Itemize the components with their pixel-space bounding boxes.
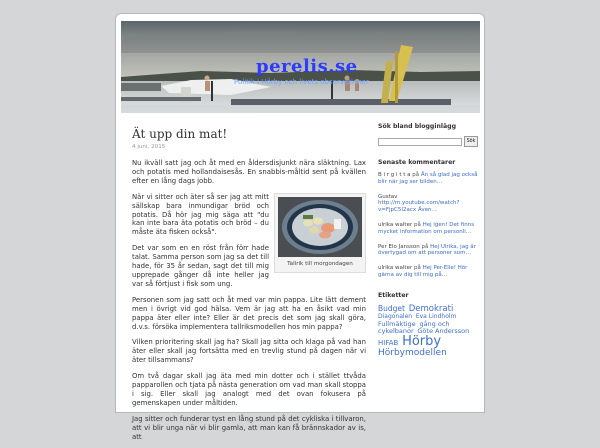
post-paragraph: Vilken prioritering skall jag ha? Skall jag sitta och klaga på vad han äter eller skall jag fortsätta med en trevlig stund på dagen när vi äter tillsammans? bbox=[132, 338, 366, 365]
tag-link[interactable]: Göte Andersson bbox=[417, 326, 470, 335]
comment-link[interactable]: http://m.youtube.com/watch?v=FjpC5I2acx Även… bbox=[378, 200, 460, 214]
comment-on: på bbox=[413, 221, 421, 228]
tag-cloud bbox=[378, 305, 478, 359]
tag-link[interactable]: Hörby bbox=[402, 333, 442, 349]
tag-link[interactable]: Hörbymodellen bbox=[378, 348, 447, 359]
tag-link[interactable]: Demokrati bbox=[408, 303, 454, 314]
comment-link[interactable]: Hej Per-Elle! Hör gärna av dig till mig på… bbox=[378, 265, 468, 278]
blog-description: Politik i Hörby och livets observationer bbox=[234, 78, 369, 86]
search-button[interactable]: Sök bbox=[464, 136, 478, 147]
header-banner[interactable] bbox=[121, 21, 480, 113]
post-entry bbox=[132, 159, 366, 441]
comment-item bbox=[378, 244, 478, 258]
tag-link[interactable]: Diagonalen bbox=[378, 313, 413, 321]
blog-title[interactable]: perelis.se bbox=[256, 56, 358, 77]
search-heading: Sök bland blogginlägg bbox=[378, 123, 457, 130]
post-paragraph: Om två dagar skall jag äta med min dotter och i stället ttvåda papparollen och tjata på nästa generation om vad man skall stoppa i sig. Eller skall jag analogt med det ovan fokusera på gemenskapen under måltiden. bbox=[132, 372, 367, 407]
search-form bbox=[378, 136, 478, 147]
tags-heading: Etiketter bbox=[378, 291, 409, 299]
plate-photo[interactable] bbox=[278, 197, 362, 257]
comment-author: ulrika walter bbox=[378, 221, 413, 228]
post-paragraph: Personen som jag satt och åt med var min pappa. Lite lätt dement men i övrigt vid god hälsa. Vem är jag att ha en åsikt vad min pappa äter eller inte? Eller är det precis det som jag skall göra, d.v.s. försöka implementera tallriksmodellen hos min pappa? bbox=[132, 295, 366, 331]
comment-item bbox=[378, 222, 478, 236]
post-image-box bbox=[274, 193, 366, 273]
comment-link[interactable]: Hej igen! Det finns mycket information om personli… bbox=[378, 221, 475, 235]
comment-item bbox=[378, 194, 478, 214]
tag-link[interactable]: HIFAB bbox=[378, 338, 399, 347]
comment-author: B i r g i t t a bbox=[378, 172, 411, 178]
comment-link[interactable]: Hej Ulrika, jag är övertygad om att personer som… bbox=[378, 243, 476, 257]
post-paragraph: Nu ikväll satt jag och åt med en åldersdisjunkt nära släktning. Lax och potatis med hollandaisesås. En snabbis-måltid sent på kvällen efter en lång dags jobb. bbox=[132, 159, 366, 185]
post-content bbox=[132, 127, 366, 448]
comment-item bbox=[378, 265, 478, 279]
post-date: 4 juni, 2015 bbox=[132, 144, 166, 150]
tag-link[interactable]: gång och cykelbanor bbox=[378, 319, 450, 335]
comment-author: Gustav bbox=[378, 193, 398, 200]
post-paragraph: När vi sitter och äter så ser jag att mitt sällskap bara inmundigar bröd och potatis. Då hör jag mig säga att "du kan inte bara äta potatis och bröd – du måste äta fisken också". bbox=[132, 192, 269, 237]
tag-link[interactable]: Budget bbox=[378, 303, 405, 313]
tag-link[interactable]: Fullmäktige bbox=[378, 319, 416, 328]
comment-on: på bbox=[421, 243, 429, 250]
sidebar bbox=[378, 123, 478, 359]
comment-link[interactable]: Än så glad jag också blir när jag ser bilden… bbox=[378, 172, 478, 185]
page-container bbox=[115, 13, 485, 441]
search-input[interactable] bbox=[378, 138, 462, 146]
comment-author: ulrika walter bbox=[378, 265, 413, 272]
recent-comments-heading: Senaste kommentarer bbox=[378, 159, 456, 166]
post-paragraph: Det var som en en röst från förr hade talat. Samma person som jag sa det till hade, för 35 år sedan, sagt det till mig upprepade gånger då inte heller jag var så förtjust i fisk som ung. bbox=[132, 244, 269, 288]
comment-on: på bbox=[413, 265, 421, 272]
image-caption: Tallrik till morgondagen bbox=[287, 260, 353, 267]
post-paragraph: Jag sitter och funderar tyst en lång stund på det cykliska i tillvaron, att vi blir unga när vi blir gamla, att man kan få brännskador av is, att bbox=[132, 414, 366, 441]
comment-on: på bbox=[412, 172, 420, 178]
tag-link[interactable]: Eva Lindholm bbox=[415, 313, 457, 321]
comment-item bbox=[378, 172, 478, 186]
post-title[interactable]: Ät upp din mat! bbox=[132, 127, 228, 141]
comment-author: Per Elo Jansson bbox=[378, 243, 420, 250]
